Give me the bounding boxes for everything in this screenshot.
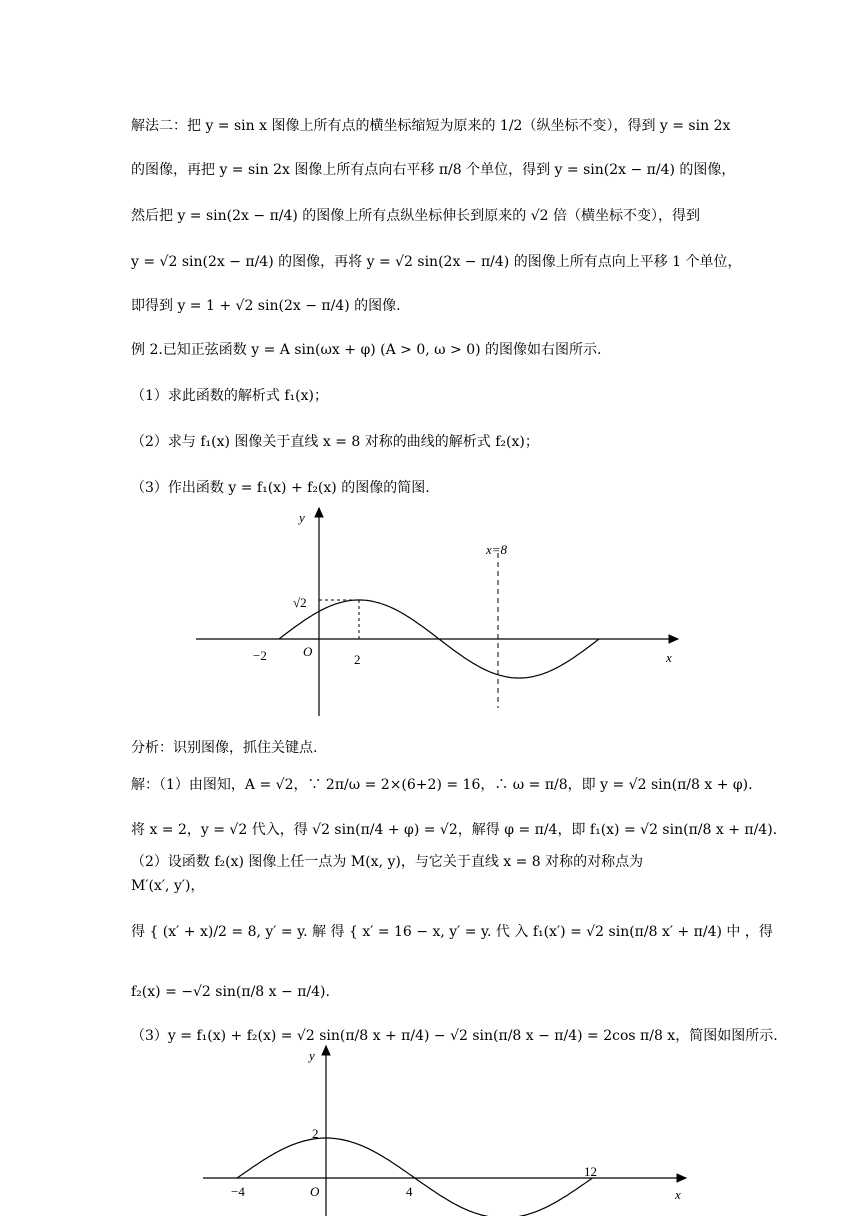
solution-part3-line: （3）y = f₁(x) + f₂(x) = √2 sin(π/8 x + π/4) − √2 sin(π/8 x − π/4) = 2cos π/8 x，简图如图所示. [131,1028,778,1044]
solution-part2-system: 得 { (x′ + x)/2 = 8, y′ = y. 解 得 { x′ = 16 − x, y′ = y. 代 入 f₁(x′) = √2 sin(π/8 x′ + π/4) 中 ，得 [131,924,773,940]
example2-q1: （1）求此函数的解析式 f₁(x)； [131,388,328,404]
solution2-line4: y = √2 sin(2x − π/4) 的图像，再将 y = √2 sin(2x − π/4) 的图像上所有点向上平移 1 个单位， [131,254,742,270]
figure1-tick-2: 2 [354,652,361,667]
figure2-y-label: y [309,1048,315,1063]
figure2-tick-4: 4 [406,1184,413,1199]
example2-q3: （3）作出函数 y = f₁(x) + f₂(x) 的图像的简图. [131,480,430,496]
solution2-line3: 然后把 y = sin(2x − π/4) 的图像上所有点纵坐标伸长到原来的 √2 倍（横坐标不变），得到 [131,208,701,224]
figure2-cosine-curve [237,1138,592,1216]
solution2-line2: 的图像，再把 y = sin 2x 图像上所有点向右平移 π/8 个单位，得到 y = sin(2x − π/4) 的图像， [131,162,736,178]
figure1-y-label: y [299,510,305,525]
solution-part1-line1: 解：（1）由图知，A = √2，∵ 2π/ω = 2×(6+2) = 16，∴ ω = π/8，即 y = √2 sin(π/8 x + φ). [131,777,753,793]
figure1-sine-curve [279,600,599,678]
figure2-origin-label: O [310,1184,320,1199]
solution-part2-line2: M′(x′, y′)， [131,878,205,894]
figure1-peak-label: √2 [293,595,307,610]
example2-intro: 例 2.已知正弦函数 y = A sin(ωx + φ) (A > 0, ω > 0) 的图像如右图所示. [131,342,602,358]
figure2-tick-12: 12 [584,1164,597,1179]
figure2-x-label: x [675,1187,681,1202]
solution-part2-line1: （2）设函数 f₂(x) 图像上任一点为 M(x, y)，与它关于直线 x = 8 对称的对称点为 [131,854,644,870]
figure1-line-x8-label: x=8 [486,542,508,557]
figure2-peak-label: 2 [312,1126,319,1141]
solution2-line5: 即得到 y = 1 + √2 sin(2x − π/4) 的图像. [131,298,401,314]
solution2-line1: 解法二：把 y = sin x 图像上所有点的横坐标缩短为原来的 1/2（纵坐标不变），得到 y = sin 2x [131,118,731,134]
analysis-line: 分析：识别图像，抓住关键点. [131,740,318,756]
example2-q2: （2）求与 f₁(x) 图像关于直线 x = 8 对称的曲线的解析式 f₂(x)； [131,434,539,450]
figure1-x-label: x [666,650,672,665]
figure1-origin-label: O [303,644,313,659]
solution-part1-line2: 将 x = 2，y = √2 代入，得 √2 sin(π/4 + φ) = √2，解得 φ = π/4，即 f₁(x) = √2 sin(π/8 x + π/4). [131,822,778,838]
figure1-tick-neg2: −2 [253,648,267,663]
solution-part2-result: f₂(x) = −√2 sin(π/8 x − π/4). [131,984,330,1000]
figure2-tick-neg4: −4 [231,1184,245,1199]
